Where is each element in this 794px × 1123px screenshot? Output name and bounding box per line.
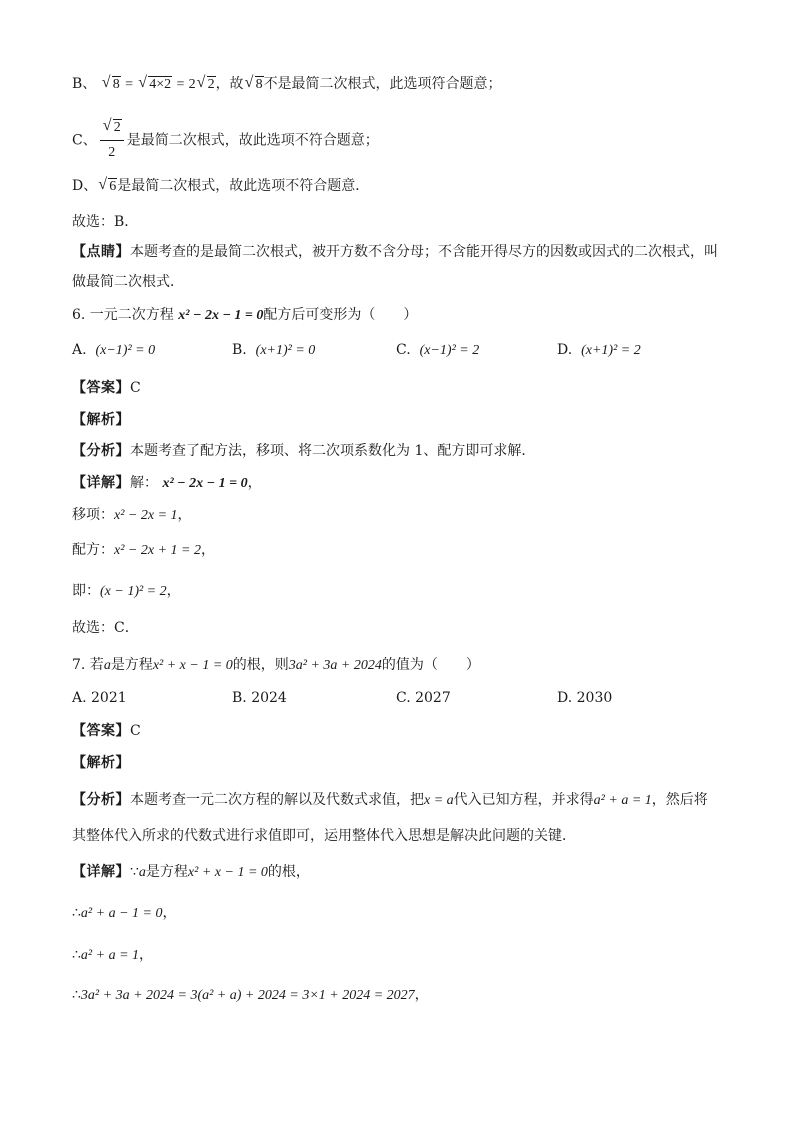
label: B、 [72, 76, 97, 92]
q7-fenxi-line2: 其整体代入所求的代数式进行求值即可，运用整体代入思想是解决此问题的关键． [72, 828, 576, 844]
q6-option-c: C. (x−1)² = 2 [396, 342, 480, 358]
sqrt-8: √ 8 [103, 75, 121, 95]
q7-answer: 【答案】C [72, 723, 141, 739]
q7-option-b: B. 2024 [232, 690, 287, 706]
q5-comment-line1: 【点睛】本题考查的是最简二次根式，被开方数不含分母；不含能开得尽方的因数或因式的二次根式，叫 [72, 244, 718, 260]
q6-stem: 6. 一元二次方程 x² − 2x − 1 = 0配方后可变形为（ ） [72, 307, 418, 323]
q7-step-3: ∴3a² + 3a + 2024 = 3(a² + a) + 2024 = 3×1 + 2024 = 2027， [72, 987, 429, 1003]
q7-option-d: D. 2030 [557, 690, 613, 706]
q6-option-d: D. (x+1)² = 2 [557, 342, 641, 358]
q5-choose: 故选：B． [72, 214, 139, 230]
q6-step-move: 移项：x² − 2x = 1， [72, 507, 192, 523]
sqrt-8-again: √ 8 [246, 75, 264, 95]
q7-step-1: ∴a² + a − 1 = 0， [72, 905, 177, 921]
q7-stem: 7. 若a是方程x² + x − 1 = 0的根，则3a² + 3a + 2024的值为（ ） [72, 657, 480, 673]
q7-fenxi-line1: 【分析】本题考查一元二次方程的解以及代数式求值，把x = a代入已知方程，并求得a² + a = 1，然后将 [72, 792, 708, 808]
sqrt-6: √ 6 [99, 177, 117, 197]
q7-detail: 【详解】∵a是方程x² + x − 1 = 0的根， [72, 864, 310, 880]
q6-option-a: A. (x−1)² = 0 [72, 342, 156, 358]
q5-option-b-explanation: B、 √ 8 = √ 4×2 = 2√ 2，故√ 8不是最简二次根式，此选项符合题意； [72, 74, 502, 95]
q6-step-complete-square: 配方：x² − 2x + 1 = 2， [72, 542, 215, 558]
fraction-sqrt2-over-2: √ $\frac{2}{2}$ [100, 118, 124, 163]
q6-choose: 故选：C． [72, 620, 139, 636]
q7-analysis-heading: 【解析】 [72, 755, 130, 771]
label: C、 [72, 132, 97, 149]
q6-step-result: 即：(x − 1)² = 2， [72, 583, 181, 599]
q6-answer: 【答案】C [72, 380, 141, 396]
sqrt-2: √ 2 [198, 75, 216, 95]
q6-fenxi: 【分析】本题考查了配方法，移项、将二次项系数化为 1、配方即可求解． [72, 443, 536, 459]
q7-option-c: C. 2027 [396, 690, 451, 706]
q6-option-b: B. (x+1)² = 0 [232, 342, 316, 358]
q5-option-c-explanation: C、 √ $\frac{2}{2}$ 是最简二次根式，故此选项不符合题意； [72, 118, 379, 158]
q5-comment-line2: 做最简二次根式． [72, 274, 184, 290]
q7-option-a: A. 2021 [72, 690, 127, 706]
q6-analysis-heading: 【解析】 [72, 412, 130, 428]
q5-option-d-explanation: D、√ 6是最简二次根式，故此选项不符合题意． [72, 176, 369, 197]
sqrt-4x2: √ 4×2 [139, 75, 172, 95]
q7-step-2: ∴a² + a = 1， [72, 947, 154, 963]
q6-detail: 【详解】解： x² − 2x − 1 = 0， [72, 475, 262, 491]
q6-stem-equation: x² − 2x − 1 = 0 [178, 308, 264, 323]
